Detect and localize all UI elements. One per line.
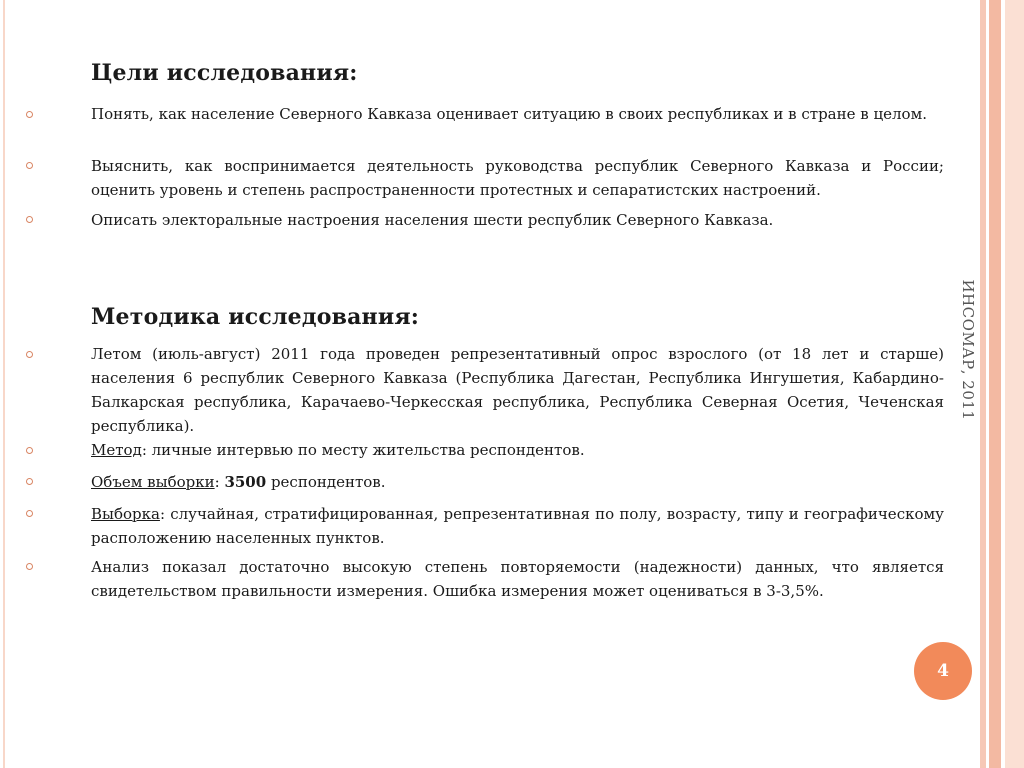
sample-text: : случайная, стратифицированная, репрезентативная по полу, возрасту, типу и географическому расположению населенных пунктов. (91, 505, 944, 547)
goals-item-find-out: Выяснить, как воспринимается деятельность руководства республик Северного Кавказа и России; оценить уровень и степень распространенности протестных и сепаратистских настроений. (91, 157, 944, 199)
goals-title: Цели исследования: (91, 60, 358, 86)
method-sample-size (91, 470, 944, 494)
sample-size-value: 3500 (224, 473, 267, 491)
method-text: : личные интервью по месту жительства респондентов. (141, 441, 585, 459)
bullet-icon (24, 445, 34, 455)
page-number-badge: 4 (914, 642, 972, 700)
bullet-icon (24, 476, 34, 486)
sample-size-separator: : (214, 473, 225, 491)
organization-year-label: ИНСОМАР, 2011 (959, 279, 977, 421)
method-interview (91, 438, 944, 462)
method-sample (91, 502, 944, 550)
bullet-icon (24, 109, 34, 119)
method-label: Метод (91, 441, 142, 459)
sample-size-label: Объем выборки (91, 473, 215, 491)
right-stripe-decoration (980, 0, 1024, 768)
stripe (1005, 0, 1024, 768)
goals-item-understand: Понять, как население Северного Кавказа оценивает ситуацию в своих республиках и в стране в целом. (91, 105, 928, 123)
stripe (989, 0, 1001, 768)
left-border-decoration (3, 0, 5, 768)
bullet-icon (24, 349, 34, 359)
method-intro: Летом (июль-август) 2011 года проведен репрезентативный опрос взрослого (от 18 лет и старше) населения 6 республик Северного Кавказа (Республика Дагестан, Республика Ингушетия, Кабардино-Балкарская республика, Карачаево-Черкесская республика, Республика Северная Осетия, Чеченская республика). (91, 345, 944, 435)
sample-size-text: респондентов. (266, 473, 386, 491)
bullet-icon (24, 561, 34, 571)
method-title: Методика исследования: (91, 304, 420, 330)
bullet-icon (24, 214, 34, 224)
bullet-icon (24, 160, 34, 170)
bullet-icon (24, 508, 34, 518)
sample-label: Выборка (91, 505, 160, 523)
goals-item-describe: Описать электоральные настроения населения шести республик Северного Кавказа. (91, 211, 774, 229)
method-analysis: Анализ показал достаточно высокую степень повторяемости (надежности) данных, что является свидетельством правильности измерения. Ошибка измерения может оцениваться в 3-3,5%. (91, 558, 944, 600)
